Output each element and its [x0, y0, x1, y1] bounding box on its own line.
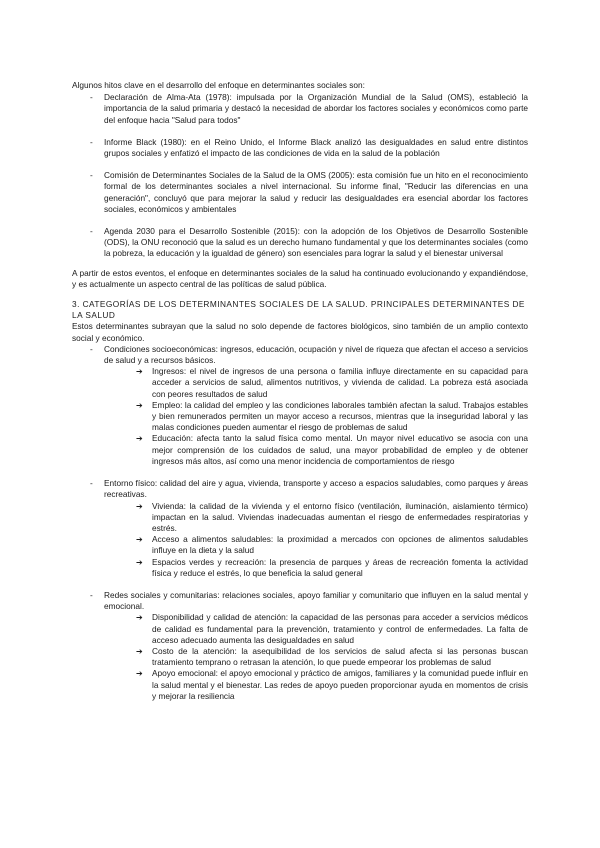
subcategory-item	[136, 612, 528, 646]
arrow-bullet-icon: ➔	[136, 434, 143, 444]
category-text: - Condiciones socioeconómicas: ingresos, educación, ocupación y nivel de riqueza que afectan el acceso a servicios de salud y a recursos básicos.	[104, 343, 528, 366]
category-text: - Redes sociales y comunitarias: relaciones sociales, apoyo familiar y comunitario que influyen en la salud mental y emocional.	[104, 589, 528, 612]
arrow-bullet-icon: ➔	[136, 669, 143, 679]
subcategory-item	[136, 399, 528, 434]
milestone-item	[72, 92, 528, 126]
milestone-text: - Informe Black (1980): en el Reino Unido, el Informe Black analizó las desigualdades en salud entre distintos grupos sociales y enfatizó el impacto de las condiciones de vida en la salud de la población	[104, 136, 528, 159]
subcategory-list	[96, 366, 528, 467]
subcategory-text: Apoyo emocional: el apoyo emocional y práctico de amigos, familiares y la comunidad puede influir en la salud mental y el bienestar. Las redes de apoyo pueden proporcionar ayuda en momentos de crisis y mejorar la resiliencia	[152, 668, 528, 701]
subcategory-text: Ingresos: el nivel de ingresos de una persona o familia influye directamente en su capacidad para acceder a servicios de salud, alimentos nutritivos, y vivienda de calidad. La pobreza está asociada con peores resultados de salud	[152, 366, 528, 399]
subcategory-text: Vivienda: la calidad de la vivienda y el entorno físico (ventilación, iluminación, aislamiento térmico) impactan en la salud. Viviendas inadecuadas aumentan el riesgo de enfermedades respiratorias y estrés.	[152, 500, 528, 533]
arrow-bullet-icon: ➔	[136, 535, 143, 545]
subcategory-item	[136, 556, 528, 579]
milestone-item	[72, 170, 528, 215]
milestone-item	[72, 226, 528, 260]
subcategory-text: Costo de la atención: la asequibilidad de los servicios de salud afecta si las personas buscan tratamiento temprano o retrasan la atención, lo que puede empeorar los problemas de salud	[152, 645, 528, 668]
milestone-text: - Declaración de Alma-Ata (1978): impulsada por la Organización Mundial de la Salud (OMS), estableció la importancia de la salud primaria y destacó la necesidad de abordar los factores sociales y económicos como parte del enfoque hacia "Salud para todos"	[104, 92, 528, 125]
section-intro: Estos determinantes subrayan que la salud no solo depende de factores biológicos, sino también de un amplio contexto social y económico.	[72, 321, 528, 343]
category-item	[72, 344, 528, 467]
subcategory-text: Espacios verdes y recreación: la presencia de parques y áreas de recreación fomenta la actividad física y reduce el estrés, lo que beneficia la salud general	[152, 556, 528, 578]
subcategory-text: Educación: afecta tanto la salud física como mental. Un mayor nivel educativo se asocia con una mejor comprensión de los cuidados de salud, una mayor probabilidad de empleo y de obtener ingresos más altos, así como una menor incidencia de comportamientos de riesgo	[152, 433, 528, 466]
milestone-text: - Comisión de Determinantes Sociales de la Salud de la OMS (2005): esta comisión fue un hito en el reconocimiento formal de los determinantes sociales a nivel internacional. Su informe final, "Reducir las diferencias en una generación", concluyó que para mejorar la salud y reducir las desigualdades era esencial abordar los factores sociales, económicos y ambientales	[104, 170, 528, 214]
subcategory-item	[136, 433, 528, 467]
milestone-text: - Agenda 2030 para el Desarrollo Sostenible (2015): con la adopción de los Objetivos de Desarrollo Sostenible (ODS), la ONU reconoció que la salud es un derecho humano fundamental y que los determinantes sociales (como la pobreza, la educación y la igualdad de género) son esenciales para lograr la salud y el bienestar universal	[104, 226, 528, 259]
category-item	[72, 590, 528, 702]
categories-list	[72, 344, 528, 702]
subcategory-list	[96, 612, 528, 702]
intro-paragraph: Algunos hitos clave en el desarrollo del enfoque en determinantes sociales son:	[72, 80, 365, 90]
arrow-bullet-icon: ➔	[136, 367, 143, 377]
section-heading: 3. CATEGORÍAS DE LOS DETERMINANTES SOCIALES DE LA SALUD. PRINCIPALES DETERMINANTES DE LA SALUD	[72, 299, 525, 321]
subcategory-item	[136, 500, 528, 535]
category-text: - Entorno físico: calidad del aire y agua, vivienda, transporte y acceso a espacios saludables, como parques y áreas recreativas.	[104, 478, 528, 500]
subcategory-item	[136, 668, 528, 702]
conclusion-paragraph: A partir de estos eventos, el enfoque en determinantes sociales de la salud ha continuado evolucionando y expandiéndose, y es actualmente un aspecto central de las políticas de salud pública.	[72, 267, 528, 289]
subcategory-list	[96, 501, 528, 579]
arrow-bullet-icon: ➔	[136, 400, 143, 410]
subcategory-text: Empleo: la calidad del empleo y las condiciones laborales también afectan la salud. Trabajos estables y bien remunerados permiten un mayor acceso a recursos, mientras que la inseguridad laboral y las malas condiciones pueden aumentar el riesgo de problemas de salud	[152, 399, 528, 433]
subcategory-item	[136, 366, 528, 400]
arrow-bullet-icon: ➔	[136, 557, 143, 567]
milestone-item	[72, 137, 528, 159]
subcategory-item	[136, 534, 528, 556]
arrow-bullet-icon: ➔	[136, 613, 143, 623]
category-item	[72, 478, 528, 579]
arrow-bullet-icon: ➔	[136, 646, 143, 656]
arrow-bullet-icon: ➔	[136, 501, 143, 511]
subcategory-text: Acceso a alimentos saludables: la proximidad a mercados con opciones de alimentos saludables influye en la dieta y la salud	[152, 534, 528, 556]
subcategory-text: Disponibilidad y calidad de atención: la capacidad de las personas para acceder a servicios médicos de calidad es fundamental para la prevención, tratamiento y control de enfermedades. La falta de acceso adecuado aumenta las desigualdades en salud	[152, 612, 528, 645]
milestones-list	[72, 92, 528, 259]
subcategory-item	[136, 645, 528, 668]
document-page	[72, 80, 528, 702]
